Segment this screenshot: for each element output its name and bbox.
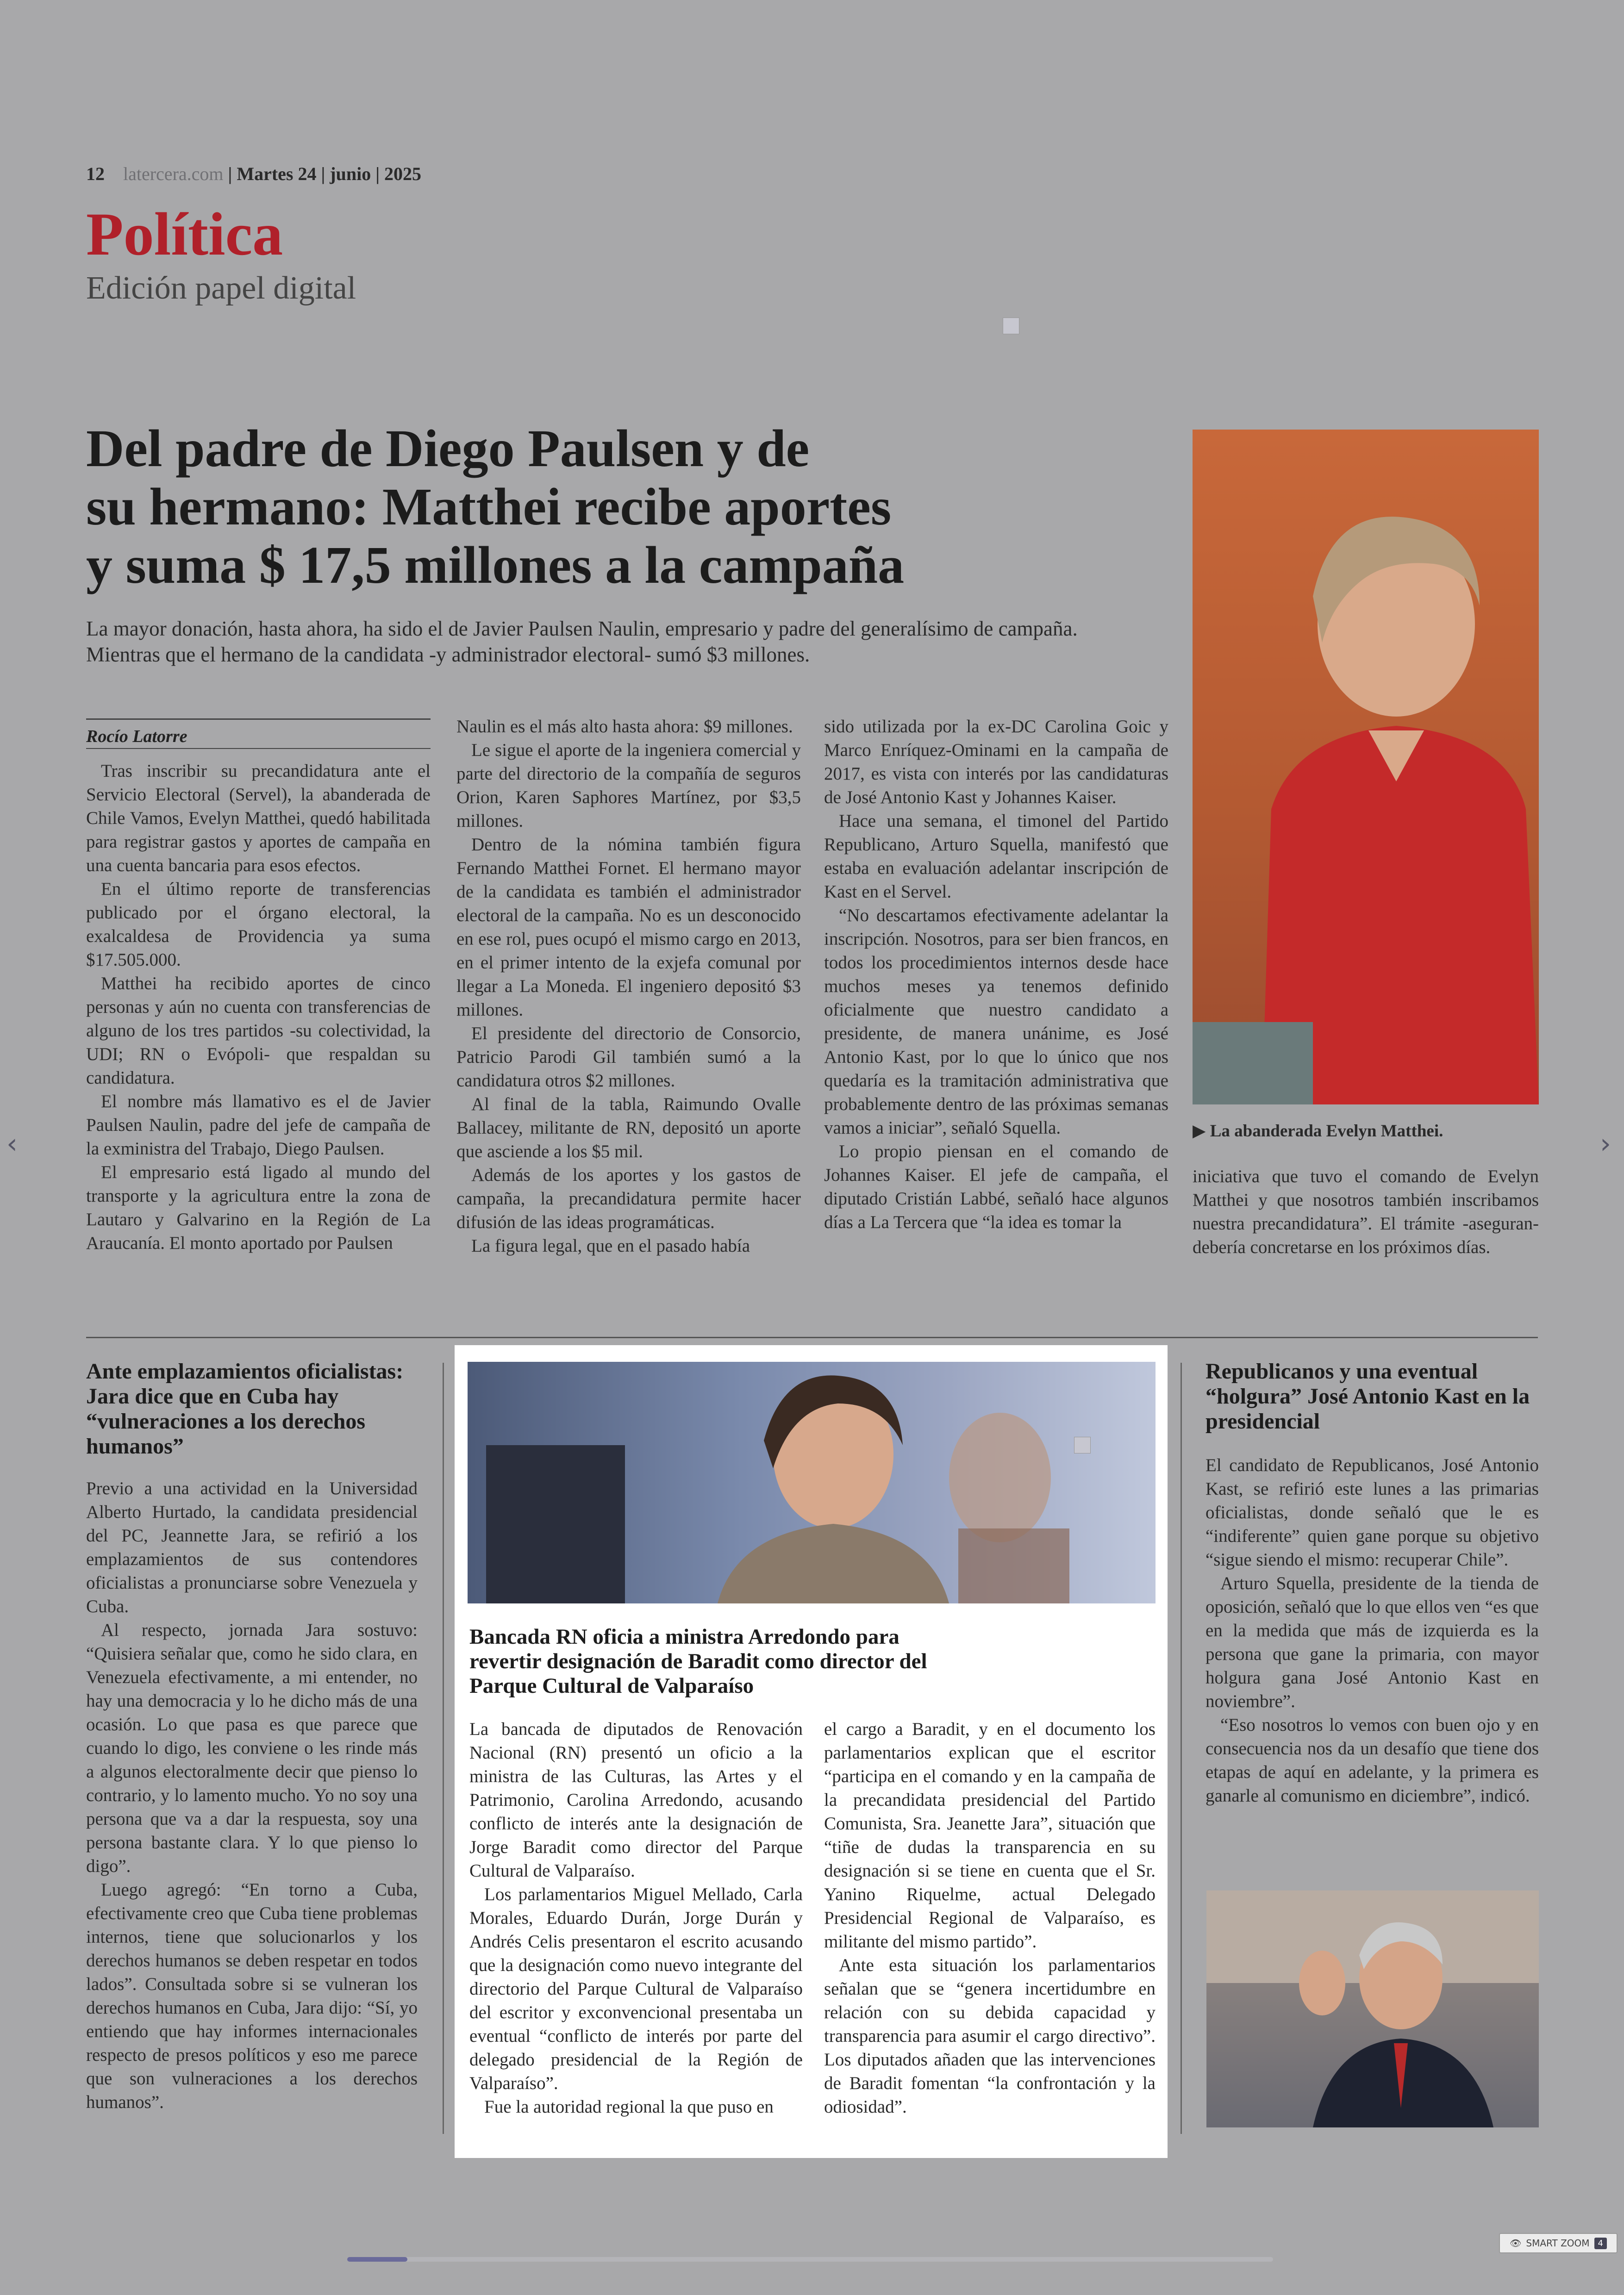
article-column-3 xyxy=(824,715,1168,1234)
paragraph: iniciativa que tuvo el comando de Evelyn Matthei y que nosotros también inscribamos nuestra precandidatura”. El trámite -aseguran- debería concretarse en los próximos días. xyxy=(1193,1166,1539,1257)
annotation-marker-icon[interactable] xyxy=(1003,318,1019,334)
section-divider xyxy=(86,1337,1538,1338)
featured-story-headline: Bancada RN oficia a ministra Arredondo para revertir designación de Baradit como director del Parque Cultural de Valparaíso xyxy=(469,1625,927,1698)
right-story-headline: Republicanos y una eventual “holgura” José Antonio Kast en la presidencial xyxy=(1206,1359,1530,1434)
headline-line: su hermano: Matthei recibe aportes xyxy=(86,477,892,536)
headline-line: Del padre de Diego Paulsen y de xyxy=(86,419,810,478)
paragraph: Al final de la tabla, Raimundo Ovalle Ballacey, militante de RN, depositó un aporte que asciende a los $5 mil. xyxy=(456,1094,801,1161)
paragraph: el cargo a Baradit, y en el documento los parlamentarios explican que el escritor “participa en el comando y en la campaña de la precandidata presidencial del Partido Comunista, Sra. Jeanette Jara”, situación que “tiñe de dudas la transparencia en su designación si se tiene en cuenta que el Sr. Yanino Riquelme, actual Delegado Presidencial Regional de Valparaíso, es militante del mismo partido”. xyxy=(824,1719,1156,1952)
photo-jose-antonio-kast xyxy=(1206,1890,1539,2127)
article-column-4 xyxy=(1193,1165,1539,1259)
paragraph: El empresario está ligado al mundo del transporte y la agricultura entre la zona de Lautaro y Galvarino en la Región de La Araucanía. El monto aportado por Paulsen xyxy=(86,1162,431,1253)
separator: | xyxy=(321,163,325,184)
paragraph: Tras inscribir su precandidatura ante el Servicio Electoral (Servel), la abanderada de Chile Vamos, Evelyn Matthei, quedó habilitada para registrar gastos y aportes de campaña en una cuenta bancaria para esos efectos. xyxy=(86,761,431,875)
dateline xyxy=(86,163,421,185)
zoom-level-badge: 4 xyxy=(1594,2238,1607,2249)
paragraph: El presidente del directorio de Consorcio, Patricio Parodi Gil también sumó a la candidatura otros $2 millones. xyxy=(456,1023,801,1091)
featured-story-column-a xyxy=(469,1717,803,2119)
paragraph: sido utilizada por la ex-DC Carolina Goic y Marco Enríquez-Ominami en la campaña de 2017, es vista con interés por las candidaturas de José Antonio Kast y Johannes Kaiser. xyxy=(824,717,1168,807)
paragraph: Dentro de la nómina también figura Fernando Matthei Fornet. El hermano mayor de la candidata es también el administrador electoral de la campaña. No es un desconocido en ese rol, pues ocupó el mismo cargo en 2013, en el primer intento de la exjefa comunal por llegar a La Moneda. El ingeniero depositó $3 millones. xyxy=(456,835,801,1020)
smart-zoom-button[interactable] xyxy=(1499,2233,1618,2253)
date-month: junio xyxy=(330,163,371,184)
article-column-1 xyxy=(86,759,431,1255)
byline: Rocío Latorre xyxy=(86,718,431,747)
edition-subtitle: Edición papel digital xyxy=(86,270,356,306)
column-rule xyxy=(1181,1363,1182,2134)
candidate-illustration xyxy=(1206,1890,1539,2127)
date-year: 2025 xyxy=(384,163,422,184)
eye-icon: 👁 xyxy=(1510,2238,1522,2249)
chevron-right-icon[interactable]: › xyxy=(1600,1128,1611,1160)
site-name: latercera.com xyxy=(123,163,224,184)
paragraph: Previo a una actividad en la Universidad Alberto Hurtado, la candidata presidencial del PC, Jeannette Jara, se refirió a los emplazamientos de sus contendores oficialistas a pronunciarse sobre Venezuela y Cuba. xyxy=(86,1478,418,1616)
section-title: Política xyxy=(86,200,283,268)
article-column-2 xyxy=(456,715,801,1258)
lead-paragraph: La mayor donación, hasta ahora, ha sido el de Javier Paulsen Naulin, empresario y padre del generalísimo de campaña. Mientras que el hermano de la candidata -y administrador electoral- sumó $3 millones. xyxy=(86,617,1078,666)
headline-line: y suma $ 17,5 millones a la campaña xyxy=(86,536,905,594)
main-headline xyxy=(86,419,1151,594)
paragraph: Matthei ha recibido aportes de cinco personas y aún no cuenta con transferencias de alguno de los tres partidos -su colectividad, la UDI; RN o Evópoli- que respaldan su candidatura. xyxy=(86,973,431,1088)
caption-text: La abanderada Evelyn Matthei. xyxy=(1210,1122,1443,1141)
paragraph: Hace una semana, el timonel del Partido Republicano, Arturo Squella, manifestó que estaba en evaluación adelantar inscripción de Kast en el Servel. xyxy=(824,811,1168,902)
portrait-illustration xyxy=(1193,430,1539,1104)
paragraph: El candidato de Republicanos, José Antonio Kast, se refirió este lunes a las primarias oficialistas, donde señaló que le es “indiferente” quien gane porque su objetivo “sigue siendo el mismo: recuperar Chile”. xyxy=(1206,1455,1539,1570)
paragraph: “Eso nosotros lo vemos con buen ojo y en consecuencia nos da un desafío que tiene dos etapas de aquí en adelante, y la primera es ganarle al comunismo en diciembre”, indicó. xyxy=(1206,1715,1539,1806)
paragraph: Arturo Squella, presidente de la tienda de oposición, señaló que lo que ellos ven “es que en la medida que más de izquierda es la persona que gane la primaria, con mayor holgura gana José Antonio Kast en noviembre”. xyxy=(1206,1573,1539,1711)
paragraph: Naulin es el más alto hasta ahora: $9 millones. xyxy=(456,717,793,736)
left-story-headline: Ante emplazamientos oficialistas: Jara dice que en Cuba hay “vulneraciones a los derechos humanos” xyxy=(86,1359,404,1459)
annotation-marker-icon[interactable] xyxy=(1074,1437,1091,1453)
paragraph: Fue la autoridad regional la que puso en xyxy=(484,2097,774,2117)
paragraph: Le sigue el aporte de la ingeniera comercial y parte del directorio de la compañía de seguros Orion, Karen Saphores Martínez, por $3,5 millones. xyxy=(456,740,801,831)
paragraph: El nombre más llamativo es el de Javier Paulsen Naulin, padre del jefe de campaña de la exministra del Trabajo, Diego Paulsen. xyxy=(86,1091,431,1159)
smart-zoom-label: SMART ZOOM xyxy=(1526,2238,1590,2249)
paragraph: Luego agregó: “En torno a Cuba, efectivamente creo que Cuba tiene problemas internos, tiene que solucionarlos y los derechos humanos se deben respetar en todos lados”. Consultada sobre si se vulneran los derechos humanos en Cuba, Jara dijo: “Sí, yo entiendo que hay informes internacionales respecto de presos políticos y eso me parece que son vulneraciones a los derechos humanos”. xyxy=(86,1880,418,2112)
separator: | xyxy=(228,163,232,184)
photo-evelyn-matthei xyxy=(1193,430,1539,1104)
page-number: 12 xyxy=(86,163,105,184)
paragraph: Lo propio piensan en el comando de Johannes Kaiser. El jefe de campaña, el diputado Cristián Labbé, señaló hace algunos días a La Tercera que “la idea es tomar la xyxy=(824,1141,1168,1232)
press-illustration xyxy=(468,1362,1156,1603)
paragraph: La figura legal, que en el pasado había xyxy=(471,1236,750,1256)
paragraph: Ante esta situación los parlamentarios señalan que se “genera incertidumbre en relación con su debida capacidad y transparencia para asumir el cargo directivo”. Los diputados añaden que las intervenciones de Baradit fomentan “la confrontación y la odiosidad”. xyxy=(824,1955,1156,2117)
photo-ministra-arredondo xyxy=(468,1362,1156,1603)
chevron-left-icon[interactable]: ‹ xyxy=(6,1128,18,1160)
paragraph: La bancada de diputados de Renovación Nacional (RN) presentó un oficio a la ministra de las Culturas, las Artes y el Patrimonio, Carolina Arredondo, acusando conflicto de interés ante la designación de Jorge Baradit como director del Parque Cultural de Valparaíso. xyxy=(469,1719,803,1881)
paragraph: Además de los aportes y los gastos de campaña, la precandidatura permite hacer difusión de las ideas programáticas. xyxy=(456,1165,801,1232)
right-story-body xyxy=(1206,1453,1539,1808)
page-progress-track[interactable] xyxy=(347,2257,1273,2262)
paragraph: En el último reporte de transferencias publicado por el órgano electoral, la exalcaldesa de Providencia ya suma $17.505.000. xyxy=(86,879,431,970)
photo-caption xyxy=(1193,1120,1443,1141)
caption-arrow-icon: ▶ xyxy=(1193,1122,1210,1141)
paragraph: “No descartamos efectivamente adelantar la inscripción. Nosotros, para ser bien francos, en todos los procedimientos internos desde hace muchos meses ya tenemos definido oficialmente que nuestro candidato a presidente, de manera unánime, es José Antonio Kast, por lo que lo único que nos quedaría es la tramitación administrativa que probablemente dentro de las próximas semanas vamos a iniciar”, señaló Squella. xyxy=(824,905,1168,1138)
page-progress-fill xyxy=(347,2257,407,2262)
column-rule xyxy=(443,1363,444,2134)
date-day: Martes 24 xyxy=(237,163,317,184)
left-story-body xyxy=(86,1477,418,2114)
byline-rule xyxy=(86,748,431,749)
paragraph: Al respecto, jornada Jara sostuvo: “Quisiera señalar que, como he sido clara, en Venezuela efectivamente, a mi entender, no hay una democracia y lo he dicho más de una ocasión. Lo que pasa es que parece que cuando lo digo, les conviene o les rinde más a algunos electoralmente decir que pienso lo contrario, y lo lamento mucho. Yo no soy una persona que va a dar la respuesta, soy una persona bastante clara. Y lo que pienso lo digo”. xyxy=(86,1620,418,1876)
separator: | xyxy=(375,163,380,184)
paragraph: Los parlamentarios Miguel Mellado, Carla Morales, Eduardo Durán, Jorge Durán y Andrés Celis presentaron el escrito acusando que la designación como nuevo integrante del directorio del Parque Cultural de Valparaíso del escritor y exconvencional presentaba un eventual “conflicto de interés por parte del delegado presidencial de la Región de Valparaíso”. xyxy=(469,1884,803,2093)
featured-story-column-b xyxy=(824,1717,1156,2119)
